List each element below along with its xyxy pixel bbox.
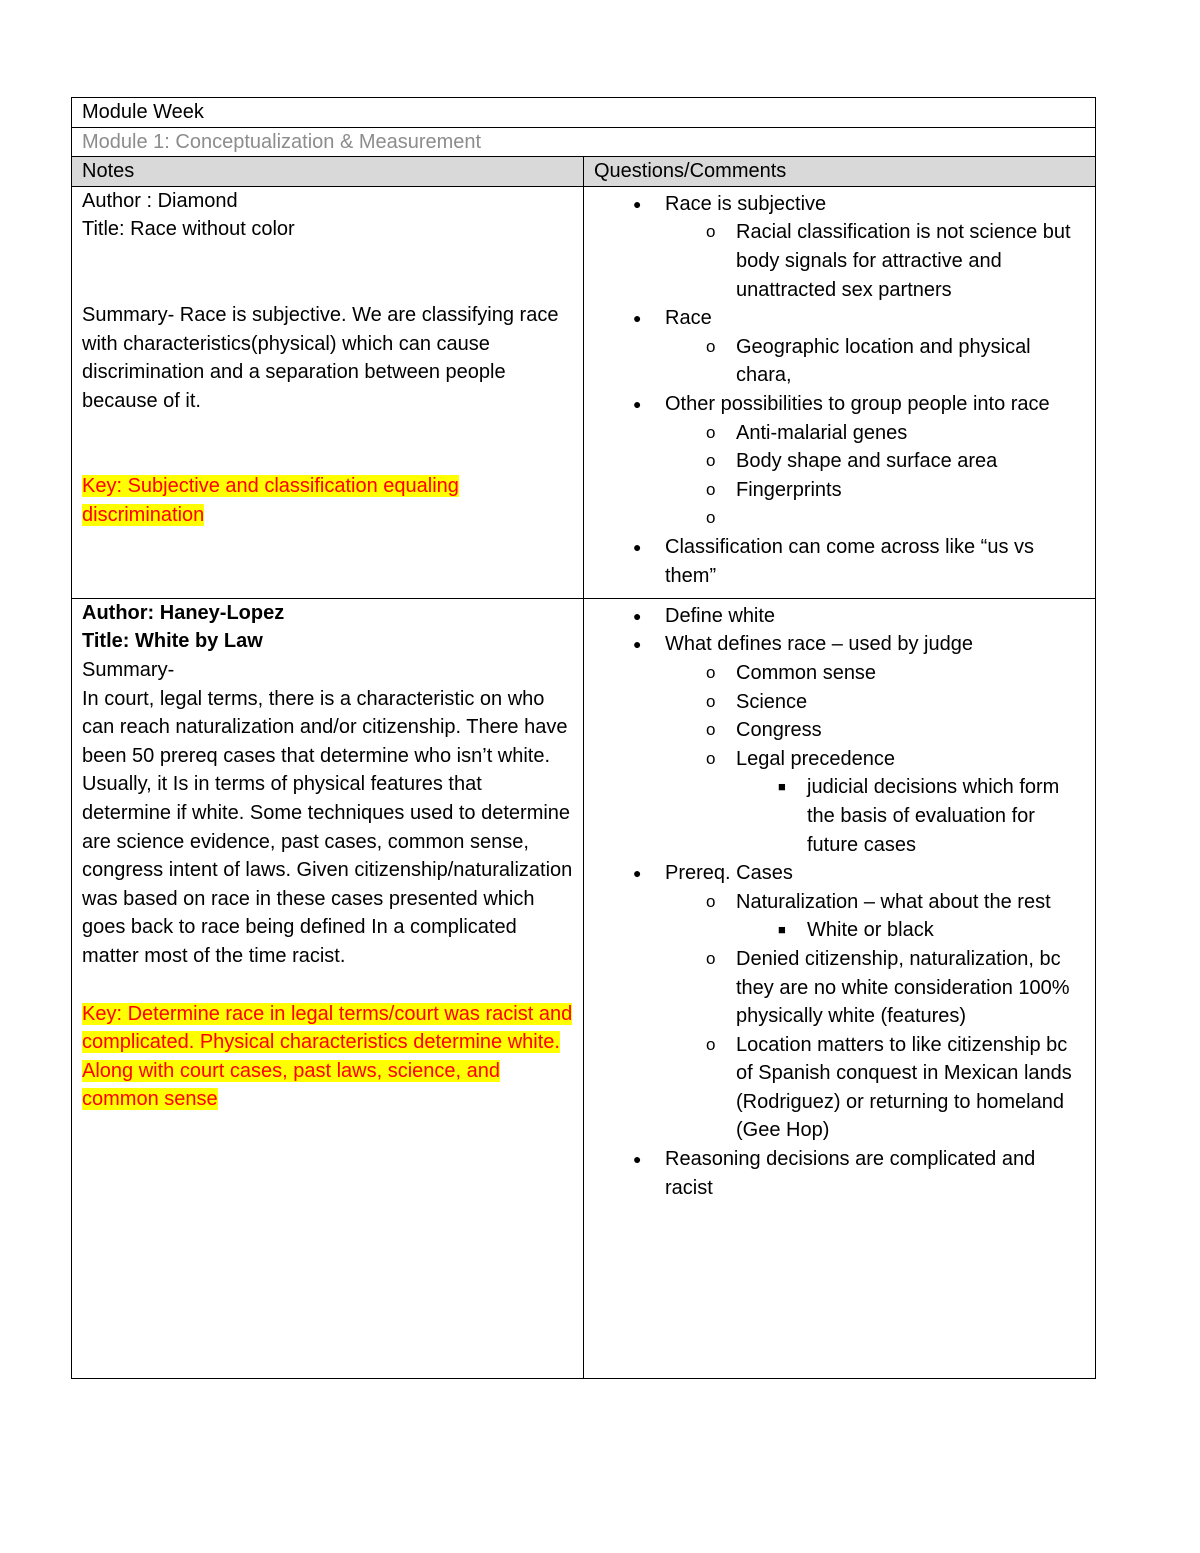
module-heading: Module 1: Conceptualization & Measurement xyxy=(72,127,1096,157)
bullet-text: Classification can come across like “us vs them” xyxy=(665,535,1035,587)
bullet-text: Naturalization – what about the rest xyxy=(736,890,1051,913)
bullet-item xyxy=(594,304,1085,390)
questions-cell-haney-lopez xyxy=(584,598,1096,1378)
bullet-text: Geographic location and physical chara, xyxy=(736,335,1031,387)
title-line: Title: White by Law xyxy=(82,630,263,653)
bullet-text: White or black xyxy=(807,919,934,942)
bullet-dot-icon: ● xyxy=(633,636,642,653)
sub-bullet-item xyxy=(594,745,1085,859)
bullet-text: Congress xyxy=(736,719,822,742)
sub-bullet-item xyxy=(594,218,1085,304)
bullet-dot-icon: ● xyxy=(633,195,642,212)
bullet-text: Science xyxy=(736,690,808,713)
sub-sub-bullet-item xyxy=(594,773,1085,859)
bullet-item xyxy=(594,630,1085,859)
sub-bullet-item xyxy=(594,888,1085,945)
sub-bullet-item xyxy=(594,333,1085,390)
summary-text: Summary- Race is subjective. We are classifying race with characteristics(physical) which can cause discrimination and a separation between people because of it. xyxy=(82,303,559,412)
bullet-circle-icon: o xyxy=(706,948,716,968)
notes-table xyxy=(71,97,1096,1379)
bullet-item xyxy=(594,190,1085,304)
bullet-circle-icon: o xyxy=(706,748,716,768)
sub-bullet-item xyxy=(594,945,1085,1031)
bullet-text: Prereq. Cases xyxy=(665,862,793,885)
table-title: Module Week xyxy=(72,98,1096,128)
bullet-item xyxy=(594,390,1085,533)
bullet-dot-icon: ● xyxy=(633,310,642,327)
bullet-text: Common sense xyxy=(736,661,877,684)
author-line: Author : Diamond xyxy=(82,189,238,212)
bullet-circle-icon: o xyxy=(706,222,716,242)
sub-bullet-item xyxy=(594,419,1085,448)
key-takeaway: Key: Determine race in legal terms/court was racist and complicated. Physical characteristics determine white. Along with court cases, past laws, science, and common sense xyxy=(82,1002,573,1111)
bullet-text: Anti-malarial genes xyxy=(736,421,908,444)
bullet-text: Race is subjective xyxy=(665,192,827,215)
bullet-text: Reasoning decisions are complicated and racist xyxy=(665,1148,1036,1199)
bullet-circle-icon: o xyxy=(706,720,716,740)
sub-bullet-item xyxy=(594,1031,1085,1145)
sub-bullet-item xyxy=(594,504,1085,533)
bullet-text: Race xyxy=(665,307,712,330)
bullet-text xyxy=(736,507,742,529)
sub-bullet-item xyxy=(594,476,1085,505)
bullet-text: Location matters to like citizenship bc of Spanish conquest in Mexican lands (Rodriguez) or returning to homeland (Gee Hop) xyxy=(736,1033,1072,1142)
bullet-circle-icon: o xyxy=(706,891,716,911)
bullet-item xyxy=(594,859,1085,1145)
bullet-square-icon: ■ xyxy=(778,779,786,795)
title-line: Title: Race without color xyxy=(82,218,295,241)
sub-bullet-item xyxy=(594,688,1085,717)
bullet-item xyxy=(594,533,1085,590)
sub-bullet-item xyxy=(594,447,1085,476)
bullet-text: Denied citizenship, naturalization, bc they are no white consideration 100% physically white (features) xyxy=(736,947,1070,1028)
bullet-dot-icon: ● xyxy=(633,538,642,555)
questions-cell-diamond xyxy=(584,186,1096,598)
bullet-square-icon: ■ xyxy=(778,922,786,938)
bullet-text: Legal precedence xyxy=(736,747,896,770)
column-header-questions: Questions/Comments xyxy=(584,157,1096,187)
bullet-circle-icon: o xyxy=(706,662,716,682)
bullet-circle-icon: o xyxy=(706,422,716,442)
bullet-circle-icon: o xyxy=(706,1034,716,1054)
bullet-circle-icon: o xyxy=(706,451,716,471)
notes-cell-haney-lopez xyxy=(72,598,584,1378)
column-header-notes: Notes xyxy=(72,157,584,187)
bullet-text: judicial decisions which form the basis of evaluation for future cases xyxy=(807,776,1060,856)
bullet-circle-icon: o xyxy=(706,336,716,356)
bullet-text: Fingerprints xyxy=(736,478,842,501)
bullet-circle-icon: o xyxy=(706,691,716,711)
summary-text: In court, legal terms, there is a characteristic on who can reach naturalization and/or citizenship. There have been 50 prereq cases that determine who isn’t white. Usually, it Is in terms of physical features that determine if white. Some techniques used to determine are science evidence, past cases, common sense, congress intent of laws. Given citizenship/naturalization was based on race in these cases presented which goes back to race being defined In a complicated matter most of the time racist. xyxy=(82,687,573,967)
sub-sub-bullet-item xyxy=(594,916,1085,945)
summary-label: Summary- xyxy=(82,658,175,681)
bullet-circle-icon: o xyxy=(706,479,716,499)
bullet-text: Define white xyxy=(665,604,776,627)
notes-cell-diamond xyxy=(72,186,584,598)
bullet-item xyxy=(594,1145,1085,1202)
bullet-dot-icon: ● xyxy=(633,395,642,412)
bullet-dot-icon: ● xyxy=(633,1151,642,1168)
bullet-dot-icon: ● xyxy=(633,865,642,882)
author-line: Author: Haney-Lopez xyxy=(82,601,285,624)
bullet-text: What defines race – used by judge xyxy=(665,633,973,656)
sub-bullet-item xyxy=(594,659,1085,688)
bullet-dot-icon: ● xyxy=(633,607,642,624)
bullet-item xyxy=(594,602,1085,631)
key-takeaway: Key: Subjective and classification equaling discrimination xyxy=(82,475,459,526)
bullet-circle-icon: o xyxy=(706,508,716,528)
sub-bullet-item xyxy=(594,716,1085,745)
bullet-text: Racial classification is not science but body signals for attractive and unattracted sex partners xyxy=(736,221,1071,301)
bullet-text: Other possibilities to group people into race xyxy=(665,392,1050,415)
bullet-text: Body shape and surface area xyxy=(736,450,998,473)
